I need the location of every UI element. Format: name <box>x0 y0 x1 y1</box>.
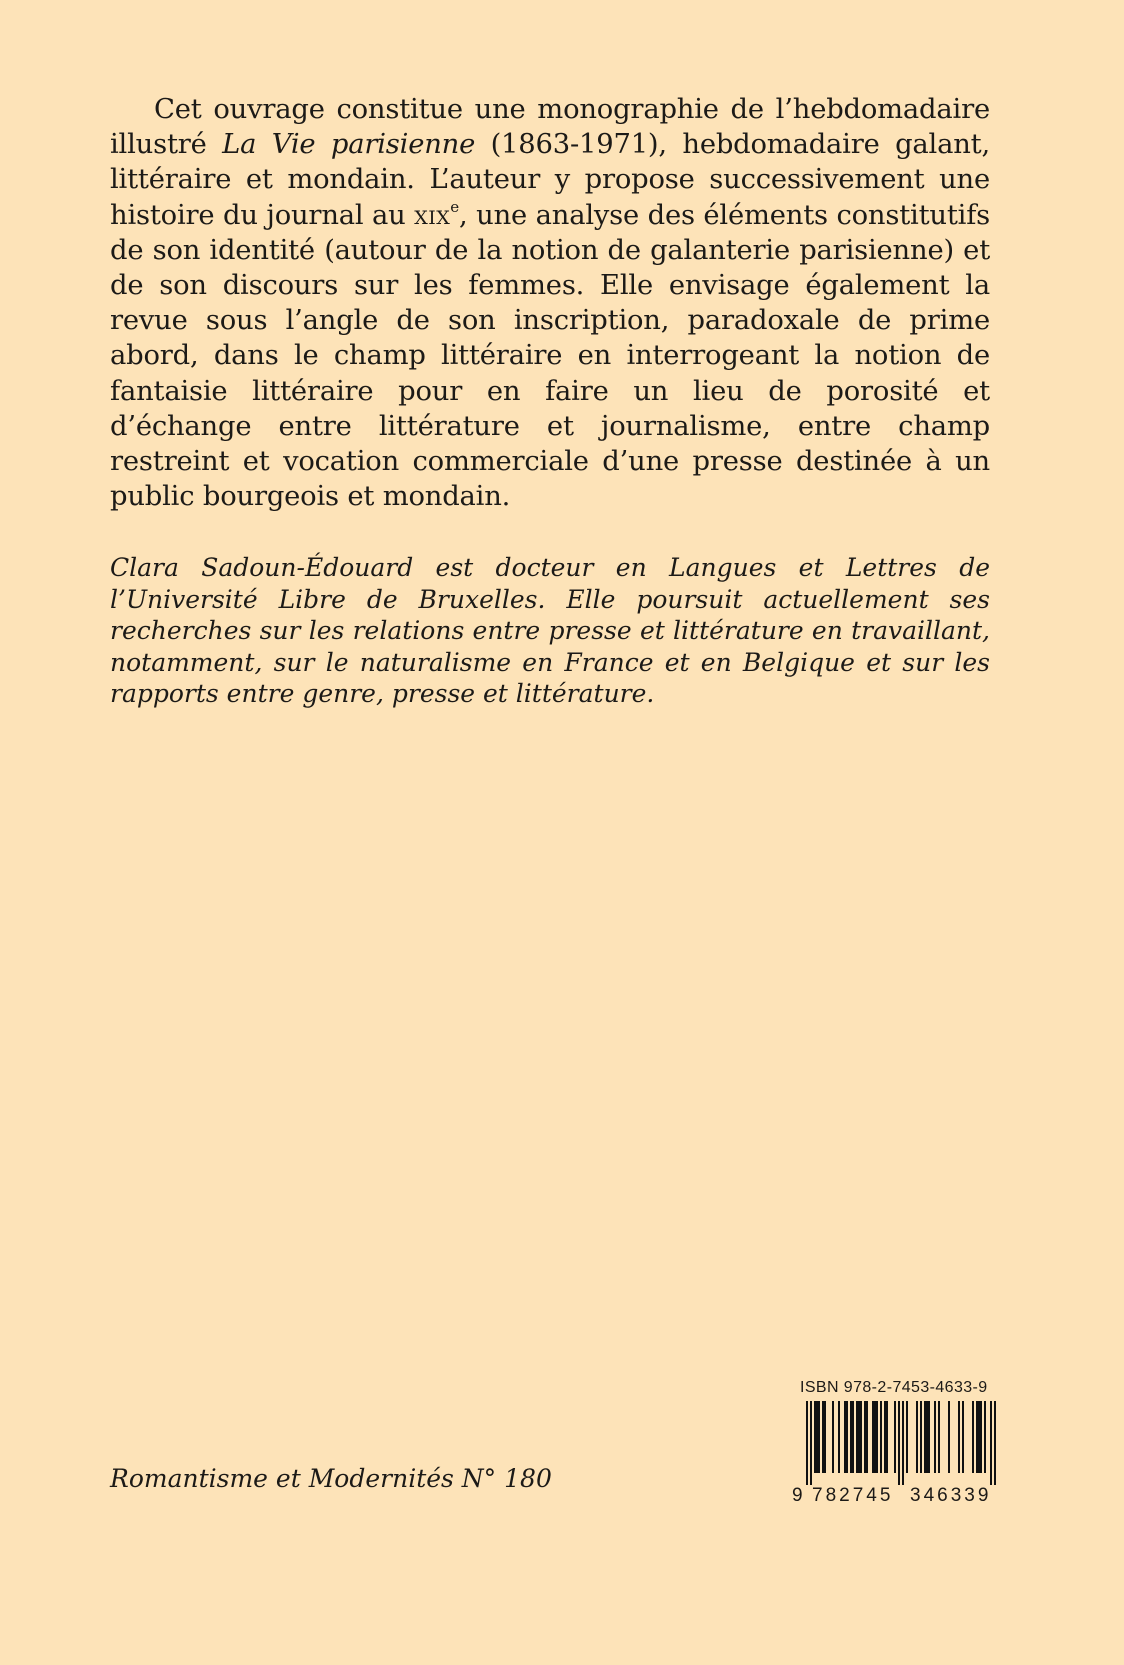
barcode-digits-right: 346339 <box>910 1485 992 1506</box>
barcode-bar <box>978 1401 980 1473</box>
barcode-bar <box>810 1401 812 1485</box>
barcode-bar <box>920 1401 922 1473</box>
summary-paragraph <box>110 92 990 514</box>
barcode-bar <box>806 1401 808 1485</box>
barcode-bar <box>846 1401 848 1473</box>
barcode-bar <box>938 1401 940 1473</box>
barcode-bar <box>972 1401 974 1473</box>
barcode-bar <box>858 1401 860 1473</box>
barcode-bar <box>994 1401 996 1485</box>
barcode-bar <box>948 1401 950 1473</box>
summary-text: , une analyse des éléments constitutifs de son identité (autour de la notion de galanterie parisienne) et de son discours sur les femmes. Elle envisage également la revue sous l’angle de son inscription, paradoxale de prime abord, dans le champ littéraire en interrogeant la notion de fantaisie littéraire pour en faire un lieu de porosité et d’échange entre littérature et journalisme, entre champ restreint et vocation commerciale d’une presse destinée à un public bourgeois et mondain. <box>110 199 990 513</box>
barcode-bar <box>898 1401 900 1485</box>
book-summary <box>110 92 990 514</box>
journal-title: La Vie parisienne <box>222 129 476 161</box>
series-title: Romantisme et Modernités N° 180 <box>110 1464 552 1493</box>
barcode-bar <box>874 1401 876 1473</box>
barcode-bar <box>902 1401 904 1485</box>
barcode-bar <box>880 1401 882 1473</box>
barcode-bar <box>832 1401 834 1473</box>
barcode-bar <box>844 1401 846 1473</box>
barcode-bar <box>814 1401 816 1473</box>
barcode-bar <box>852 1401 854 1473</box>
barcode-bar <box>924 1401 926 1473</box>
barcode-bar <box>934 1401 936 1473</box>
barcode-digit-first: 9 <box>792 1485 803 1506</box>
isbn-label: ISBN 978-2-7453-4633-9 <box>800 1379 988 1396</box>
barcode-bar <box>824 1401 826 1473</box>
barcode-bar <box>906 1401 908 1473</box>
barcode-bar <box>886 1401 888 1473</box>
author-bio: Clara Sadoun-Édouard est docteur en Langues et Lettres de l’Université Libre de Bruxelles. Elle poursuit actuellement ses recherches sur les relations entre presse et littérature en travaillant, notamment, sur le naturalisme en France et en Belgique et sur les rapports entre genre, presse et littérature. <box>110 553 990 709</box>
barcode-bar <box>850 1401 852 1473</box>
barcode <box>792 1401 1012 1506</box>
barcode-bar <box>884 1401 886 1473</box>
barcode-bar <box>916 1401 918 1473</box>
barcode-digits-left: 782745 <box>812 1485 894 1506</box>
barcode-bar <box>816 1401 818 1473</box>
barcode-bar <box>962 1401 964 1473</box>
barcode-bar <box>894 1401 896 1473</box>
barcode-bar <box>958 1401 960 1473</box>
barcode-bar <box>822 1401 824 1473</box>
barcode-bar <box>856 1401 858 1473</box>
summary-text: Cet ouvrage constitue une monographie de l’hebdomadaire illustré <box>110 94 990 161</box>
barcode-bar <box>976 1401 978 1473</box>
barcode-bar <box>984 1401 986 1473</box>
barcode-bar <box>980 1401 982 1473</box>
barcode-bar <box>838 1401 840 1473</box>
barcode-bar <box>860 1401 862 1473</box>
barcode-bar <box>818 1401 820 1473</box>
isbn-block <box>792 1379 1012 1506</box>
barcode-bar <box>990 1401 992 1485</box>
barcode-bar <box>866 1401 868 1473</box>
barcode-bar <box>926 1401 928 1473</box>
barcode-bar <box>864 1401 866 1473</box>
barcode-bar <box>928 1401 930 1473</box>
barcode-bar <box>872 1401 874 1473</box>
century-suffix: e <box>450 197 460 216</box>
barcode-bars <box>800 1401 1005 1485</box>
summary-text: (1863-1971), hebdomadaire galant, littéraire et mondain. L’auteur y propose successivement une histoire du journal au <box>110 129 990 231</box>
century-numeral: xix <box>414 199 451 231</box>
barcode-bar <box>876 1401 878 1473</box>
